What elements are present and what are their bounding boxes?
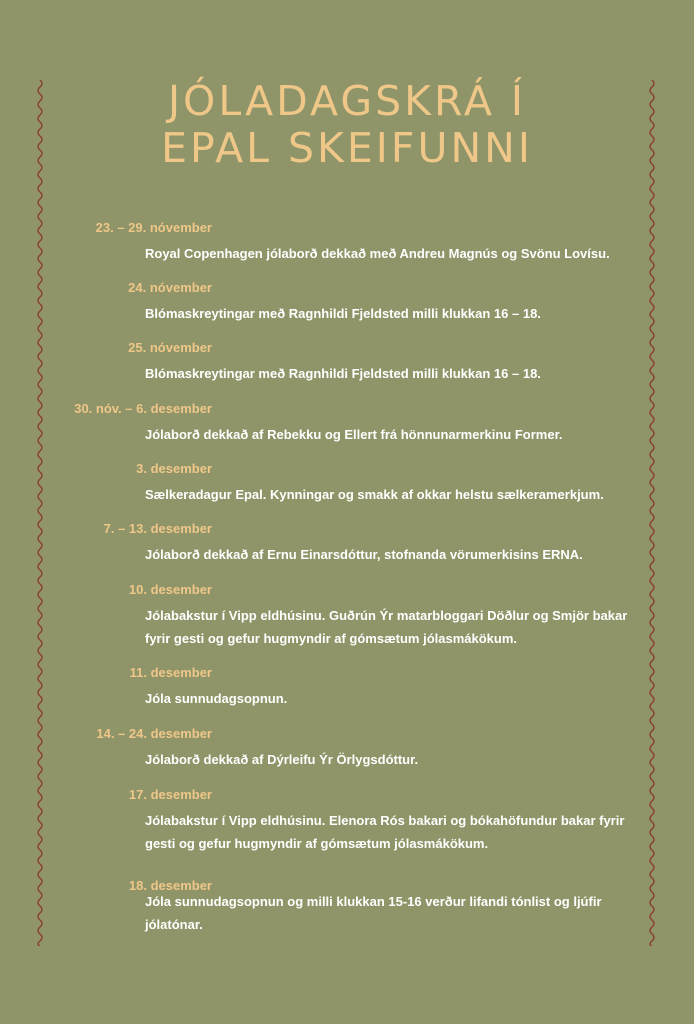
event-description: Jóla sunnudagsopnun. [145, 691, 288, 706]
event-date: 7. – 13. desember [103, 521, 212, 536]
event-date: 23. – 29. nóvember [95, 220, 212, 235]
left-wavy-border [36, 80, 44, 946]
event-date: 10. desember [128, 582, 212, 597]
event-description: Jólabakstur í Vipp eldhúsinu. Elenora Rós bakari og bókahöfundur bakar fyrir gesti og gefur hugmyndir af gómsætum jólasmákökum. [145, 813, 625, 851]
event-description: Jólaborð dekkað af Rebekku og Ellert frá hönnunarmerkinu Former. [145, 427, 563, 442]
event-date: 3. desember [136, 461, 212, 476]
event-description: Sælkeradagur Epal. Kynningar og smakk af okkar helstu sælkeramerkjum. [145, 487, 604, 502]
event-description: Jólaborð dekkað af Dýrleifu Ýr Örlygsdóttur. [145, 752, 419, 767]
right-wavy-border [648, 80, 656, 946]
event-description: Jólaborð dekkað af Ernu Einarsdóttur, stofnanda vörumerkisins ERNA. [145, 547, 583, 562]
event-description: Royal Copenhagen jólaborð dekkað með Andreu Magnús og Svönu Lovísu. [145, 246, 610, 261]
event-date: 17. desember [128, 787, 212, 802]
event-date: 30. nóv. – 6. desember [74, 401, 212, 416]
title-line-1: JÓLADAGSKRÁ Í [167, 77, 527, 125]
event-description: Jóla sunnudagsopnun og milli klukkan 15-16 verður lifandi tónlist og ljúfir jólatónar. [145, 894, 602, 932]
event-date: 18. desember [128, 878, 212, 893]
event-date: 14. – 24. desember [96, 726, 212, 741]
event-date: 25. nóvember [128, 340, 212, 355]
title-line-2: EPAL SKEIFUNNI [161, 124, 533, 172]
event-description: Jólabakstur í Vipp eldhúsinu. Guðrún Ýr matarbloggari Döðlur og Smjör bakar fyrir gesti og gefur hugmyndir af gómsætum jólasmákökum. [145, 608, 628, 646]
event-date: 11. desember [129, 665, 212, 680]
event-description: Blómaskreytingar með Ragnhildi Fjeldsted milli klukkan 16 – 18. [145, 366, 541, 381]
page-title [0, 78, 694, 172]
event-description: Blómaskreytingar með Ragnhildi Fjeldsted milli klukkan 16 – 18. [145, 306, 541, 321]
event-date: 24. nóvember [128, 280, 212, 295]
